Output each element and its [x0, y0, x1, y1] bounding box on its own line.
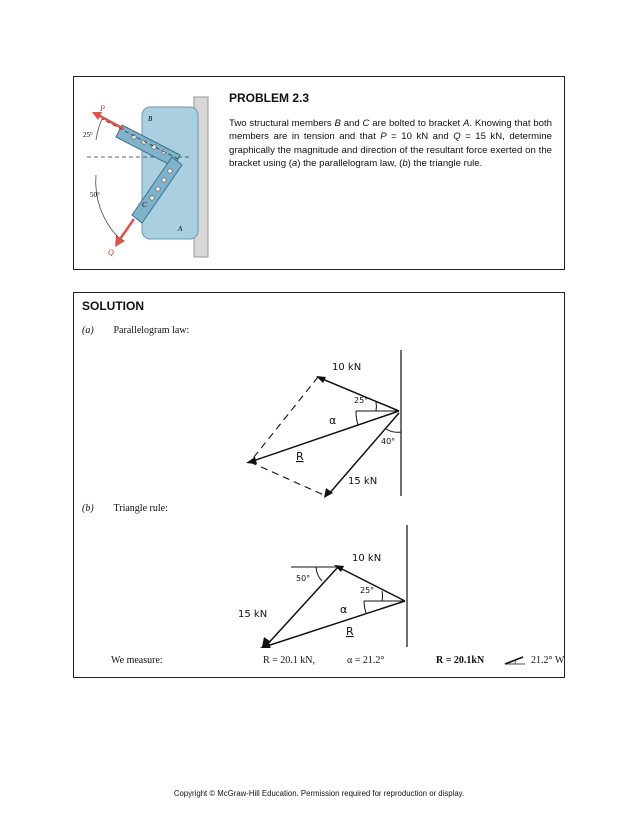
- vector-10kn-b: [338, 567, 405, 601]
- label-angle-25: 25°: [83, 131, 93, 139]
- solution-title: SOLUTION: [82, 299, 144, 313]
- answer-angle: 21.2° W: [531, 655, 565, 666]
- measure-label: We measure:: [111, 655, 163, 666]
- statement-fragment: = 10 kN and: [386, 131, 454, 143]
- problem-title: PROBLEM 2.3: [229, 91, 310, 105]
- variable-symbol: B: [334, 118, 341, 129]
- part-b-text: Triangle rule:: [113, 503, 168, 514]
- label-15kn: 15 kN: [348, 476, 378, 487]
- variable-symbol: C: [362, 118, 370, 129]
- statement-fragment: are bolted to bracket: [369, 118, 464, 129]
- label-b: B: [148, 115, 153, 123]
- label-c: C: [142, 201, 147, 209]
- vector-10kn: [320, 378, 399, 411]
- label-a: A: [178, 225, 183, 233]
- statement-fragment: = 15 kN, determine graphically the magnitude and direction of the resultant force exerted on the bracket using (: [229, 131, 552, 170]
- answer-angle-icon: [503, 656, 527, 666]
- part-a-text: Parallelogram law:: [113, 325, 190, 336]
- variable-symbol: b: [402, 158, 408, 170]
- parallelogram-sketch: [236, 348, 416, 498]
- force-p-arrow: [98, 115, 124, 129]
- statement-fragment: ) the triangle rule.: [407, 158, 483, 170]
- label-alpha-b: α: [340, 603, 348, 616]
- label-10kn-b: 10 kN: [352, 553, 382, 564]
- problem-figure: [82, 95, 227, 260]
- vector-r: [250, 411, 399, 462]
- label-p: P: [100, 104, 105, 113]
- measure-r-value: R = 20.1 kN,: [263, 655, 316, 666]
- label-r: R: [296, 450, 304, 463]
- part-a-label: (a): [82, 325, 94, 336]
- label-alpha: α: [329, 414, 337, 427]
- part-b-heading: [82, 503, 168, 514]
- label-q: Q: [108, 248, 114, 257]
- label-10kn: 10 kN: [332, 362, 362, 373]
- label-50deg: 50°: [296, 574, 311, 583]
- statement-fragment: . Knowing that both members are in tension and that: [229, 118, 553, 143]
- triangle-sketch: [236, 523, 416, 648]
- answer-r: R = 20.1kN: [436, 655, 485, 666]
- variable-symbol: P: [380, 131, 387, 143]
- variable-symbol: A: [463, 118, 470, 129]
- statement-fragment: Two structural members: [229, 118, 335, 129]
- variable-symbol: a: [291, 158, 298, 170]
- part-b-label: (b): [82, 503, 94, 514]
- label-angle-50: 50°: [90, 191, 100, 199]
- label-25deg: 25°: [354, 396, 369, 405]
- solution-box: [73, 292, 565, 678]
- copyright-footer: Copyright © McGraw-Hill Education. Permission required for reproduction or display.: [173, 789, 465, 798]
- label-40deg: 40°: [381, 437, 396, 446]
- part-a-heading: [82, 325, 189, 336]
- variable-symbol: Q: [453, 131, 461, 143]
- label-r-b: R: [346, 625, 354, 638]
- problem-box: [73, 76, 565, 270]
- label-25deg-b: 25°: [360, 586, 375, 595]
- measure-alpha-value: α = 21.2°: [347, 655, 385, 666]
- label-15kn-b: 15 kN: [238, 609, 268, 620]
- statement-fragment: ) the parallelogram law, (: [297, 158, 403, 170]
- statement-fragment: and: [340, 118, 363, 129]
- problem-statement: [229, 117, 552, 171]
- force-q-arrow: [120, 219, 134, 239]
